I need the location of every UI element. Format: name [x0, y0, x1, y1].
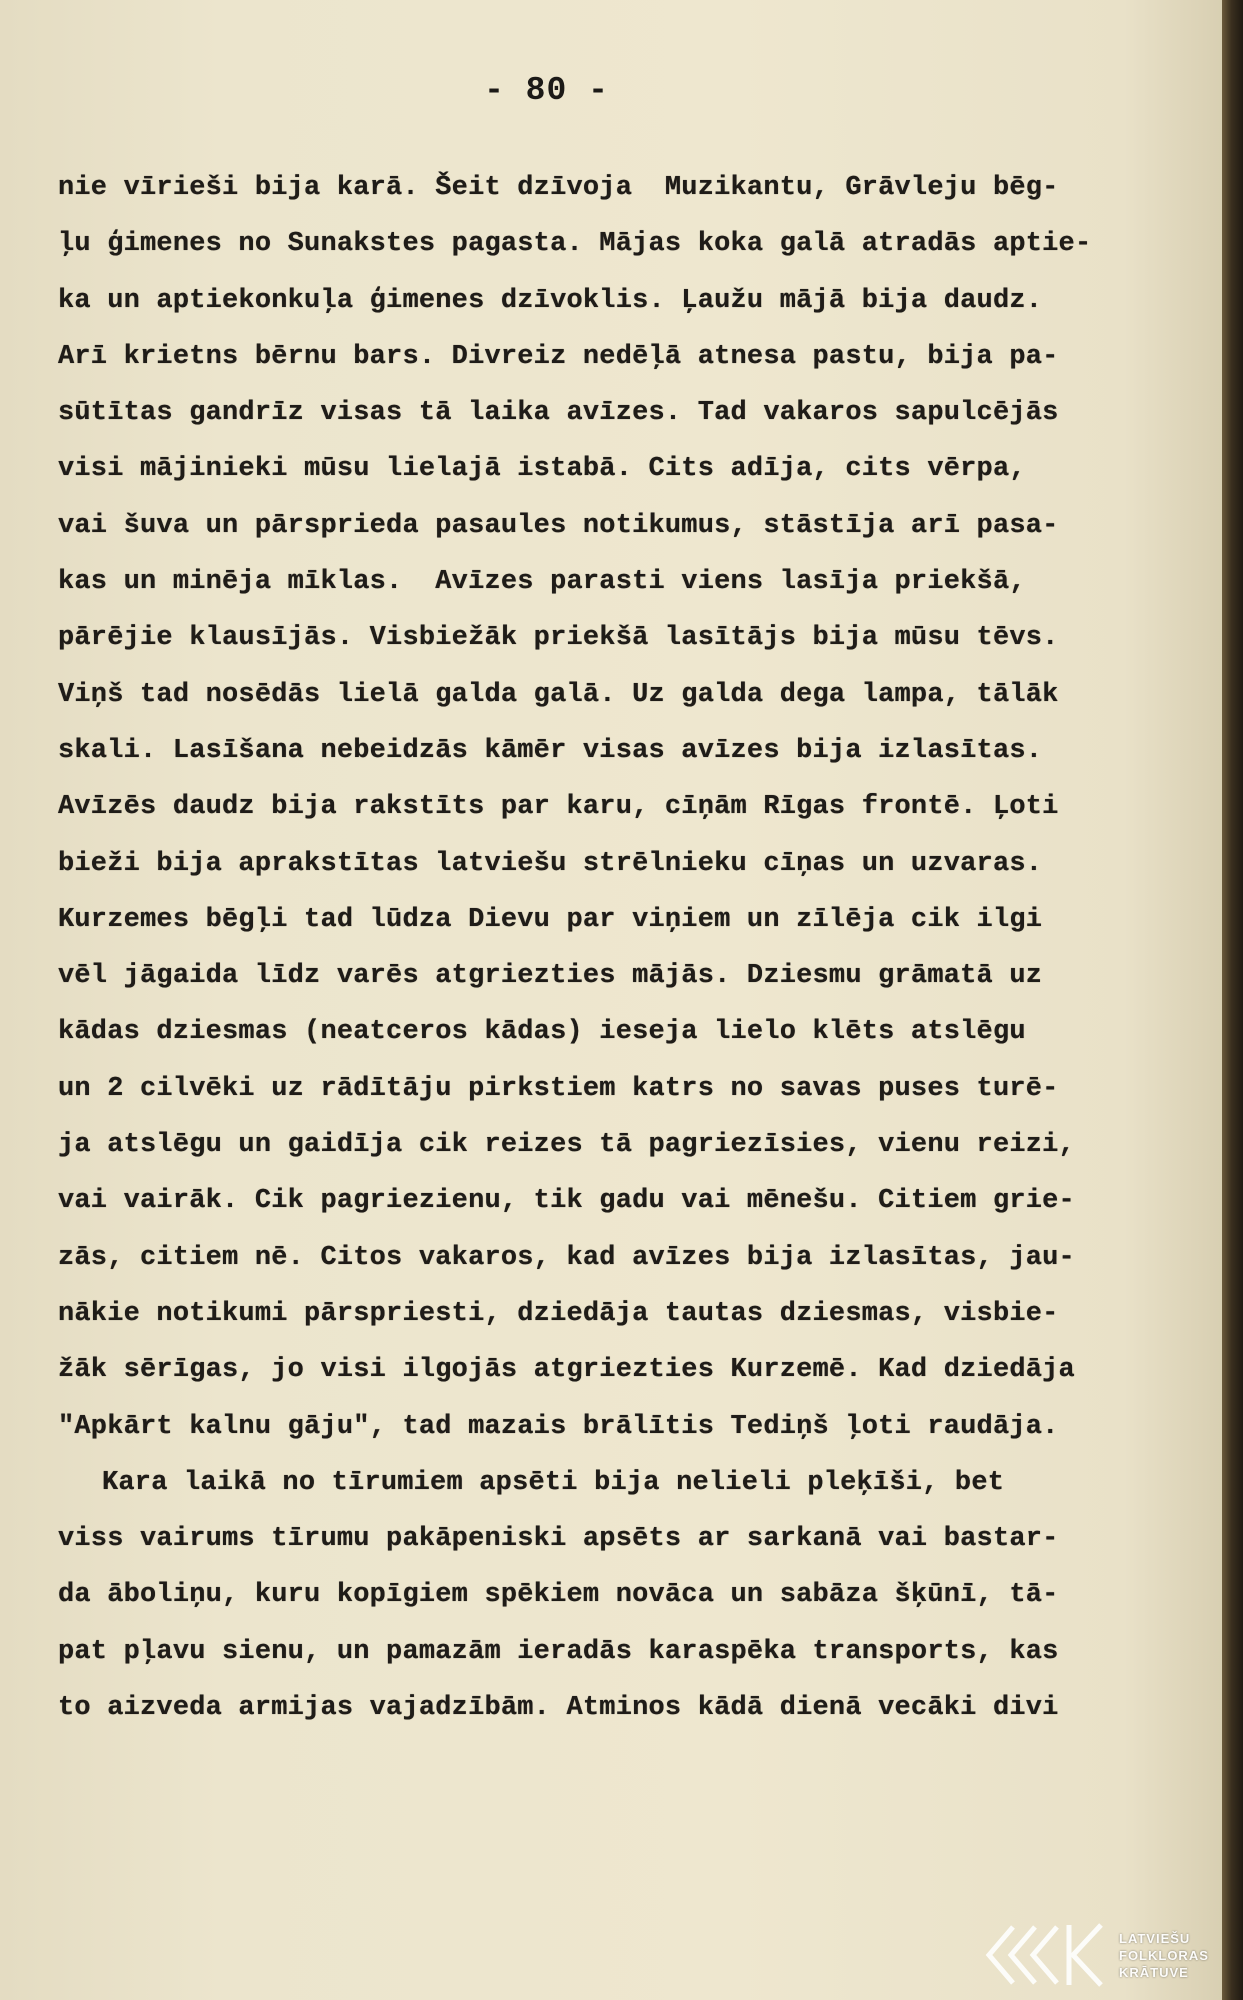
text-line: bieži bija aprakstītas latviešu strēlnieku cīņas un uzvaras.	[58, 848, 1043, 879]
text-line: Viņš tad nosēdās lielā galda galā. Uz galda dega lampa, tālāk	[58, 679, 1059, 710]
text-line: sūtītas gandrīz visas tā laika avīzes. Tad vakaros sapulcējās	[58, 398, 1059, 429]
text-line: vai šuva un pārsprieda pasaules notikumus, stāstīja arī pasa-	[58, 510, 1059, 541]
book-spine-edge	[1222, 0, 1243, 2000]
text-line: Kurzemes bēgļi tad lūdza Dievu par viņiem un zīlēja cik ilgi	[58, 904, 1043, 935]
text-line: nie vīrieši bija karā. Šeit dzīvoja Muzikantu, Grāvleju bēg-	[58, 173, 1059, 203]
archive-name-line: KRĀTUVE	[1119, 1964, 1189, 1980]
text-line: žāk sērīgas, jo visi ilgojās atgriezties Kurzemē. Kad dziedāja	[58, 1355, 1075, 1386]
text-line: zās, citiem nē. Citos vakaros, kad avīzes bija izlasītas, jau-	[58, 1242, 1075, 1273]
text-line: kādas dziesmas (neatceros kādas) ieseja lielo klēts atslēgu	[58, 1017, 1026, 1048]
text-line: kas un minēja mīklas. Avīzes parasti viens lasīja priekšā,	[58, 567, 1026, 598]
text-line: visi mājinieki mūsu lielajā istabā. Cits adīja, cits vērpa,	[58, 454, 1026, 485]
text-line: Arī krietns bērnu bars. Divreiz nedēļā atnesa pastu, bija pa-	[58, 341, 1059, 372]
text-line: to aizveda armijas vajadzībām. Atminos kādā dienā vecāki divi	[58, 1693, 1059, 1724]
text-line: ļu ģimenes no Sunakstes pagasta. Mājas koka galā atradās aptie-	[58, 229, 1092, 260]
text-line: ja atslēgu un gaidīja cik reizes tā pagriezīsies, vienu reizi,	[58, 1130, 1075, 1161]
text-line-paragraph-start: Kara laikā no tīrumiem apsēti bija nelieli pleķīši, bet	[102, 1467, 1005, 1498]
text-line: nākie notikumi pārspriesti, dziedāja tautas dziesmas, visbie-	[58, 1298, 1059, 1329]
text-line: pārējie klausījās. Visbiežāk priekšā lasītājs bija mūsu tēvs.	[58, 623, 1059, 654]
text-line: Avīzēs daudz bija rakstīts par karu, cīņām Rīgas frontē. Ļoti	[58, 792, 1059, 823]
archive-watermark	[983, 1919, 1233, 1991]
text-line: viss vairums tīrumu pakāpeniski apsēts ar sarkanā vai bastar-	[58, 1524, 1059, 1555]
text-line: ka un aptiekonkuļa ģimenes dzīvoklis. Ļaužu mājā bija daudz.	[58, 285, 1043, 316]
typed-text-body	[58, 160, 1108, 1736]
text-line: skali. Lasīšana nebeidzās kāmēr visas avīzes bija izlasītas.	[58, 735, 1043, 766]
text-line: pat pļavu sienu, un pamazām ieradās karaspēka transports, kas	[58, 1636, 1059, 1667]
text-line: vai vairāk. Cik pagriezienu, tik gadu vai mēnešu. Citiem grie-	[58, 1186, 1075, 1217]
archive-name-line: FOLKLORAS	[1119, 1947, 1209, 1963]
text-line: "Apkārt kalnu gāju", tad mazais brālītis Tediņš ļoti raudāja.	[58, 1411, 1059, 1442]
archive-name	[1119, 1930, 1209, 1981]
text-line: vēl jāgaida līdz varēs atgriezties mājās. Dziesmu grāmatā uz	[58, 961, 1043, 992]
lfk-logo-icon	[983, 1919, 1111, 1991]
page-number: - 80 -	[484, 72, 609, 109]
text-line: un 2 cilvēki uz rādītāju pirkstiem katrs no savas puses turē-	[58, 1073, 1059, 1104]
text-line: da āboliņu, kuru kopīgiem spēkiem novāca un sabāza šķūnī, tā-	[58, 1580, 1059, 1611]
archive-name-line: LATVIEŠU	[1119, 1930, 1191, 1946]
